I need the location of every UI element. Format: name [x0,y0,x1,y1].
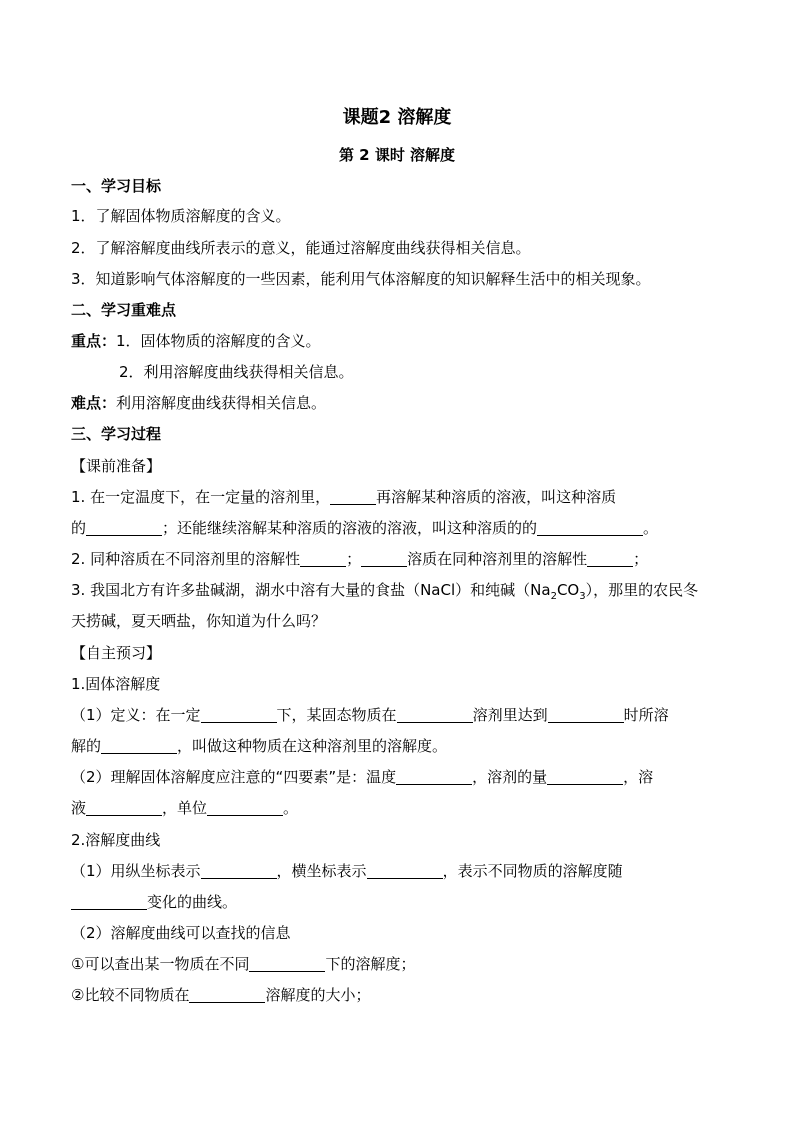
difficulty-line [71,393,734,413]
answer-blank[interactable] [361,551,407,567]
topic-heading-solid-solubility: 1.固体溶解度 [71,675,161,693]
objective-item: 2．了解溶解度曲线所表示的意义，能通过溶解度曲线获得相关信息。 [71,239,531,257]
topic-heading-solubility-curve: 2.溶解度曲线 [71,831,161,849]
answer-blank[interactable] [587,551,633,567]
key-point-item: 1．固体物质的溶解度的含义。 [116,332,321,350]
curve-axes-line: （1）用纵坐标表示 ，横坐标表示 ，表示不同物质的溶解度随 [71,862,623,880]
document-title: 课题2 溶解度 [342,107,452,128]
answer-blank[interactable] [396,769,472,785]
key-point-line [71,331,734,351]
key-point-item: 2．利用溶解度曲线获得相关信息。 [119,363,354,381]
answer-blank[interactable] [330,489,376,505]
section-heading-key-points: 二、学习重难点 [71,301,177,319]
definition-line: （1）定义：在一定 下，某固态物质在 溶剂里达到 时所溶 [71,706,669,724]
answer-blank[interactable] [547,769,623,785]
answer-blank[interactable] [397,707,473,723]
answer-blank[interactable] [201,863,277,879]
curve-info-heading: （2）溶解度曲线可以查找的信息 [71,924,291,942]
objective-item: 3．知道影响气体溶解度的一些因素，能利用气体溶解度的知识解释生活中的相关现象。 [71,270,651,288]
answer-blank[interactable] [367,863,443,879]
difficulty-label: 难点： [71,394,117,412]
answer-blank[interactable] [548,707,624,723]
section-heading-process: 三、学习过程 [71,425,162,443]
curve-axes-line-cont: 变化的曲线。 [71,892,734,912]
answer-blank[interactable] [207,800,283,816]
answer-blank[interactable] [249,956,325,972]
section-heading-objectives: 一、学习目标 [71,177,162,195]
answer-blank[interactable] [537,520,643,536]
subsection-heading-self-study: 【自主预习】 [71,644,162,662]
objective-item: 1．了解固体物质溶解度的含义。 [71,207,291,225]
answer-blank[interactable] [86,800,162,816]
definition-line-cont: 解的 ，叫做这种物质在这种溶剂里的溶解度。 [71,737,448,755]
four-elements-line: （2）理解固体溶解度应注意的“四要素”是：温度 ，溶剂的量 ，溶 [71,768,654,786]
subsection-heading-prep: 【课前准备】 [71,457,162,475]
prep-question-3: 3. 我国北方有许多盐碱湖，湖水中溶有大量的食盐（NaCl）和纯碱$(Na_2CO_3)$，那里的农民冬 [71,581,699,602]
answer-blank[interactable] [300,551,346,567]
answer-blank[interactable] [201,707,277,723]
prep-question-2: 2. 同种溶质在不同溶剂里的溶解性 ； 溶质在同种溶剂里的溶解性 ； [71,550,649,568]
four-elements-line-cont: 液 ，单位 。 [71,799,299,817]
difficulty-text: 利用溶解度曲线获得相关信息。 [116,394,327,412]
document-subtitle: 第 2 课时 溶解度 [338,146,456,164]
prep-question-3-cont: 天捞碱，夏天晒盐，你知道为什么吗？ [71,612,327,630]
answer-blank[interactable] [86,520,162,536]
answer-blank[interactable] [71,894,147,910]
curve-info-item: ①可以查出某一物质在不同 下的溶解度； [71,955,416,973]
key-point-label: 重点： [71,332,117,350]
prep-question-1: 1. 在一定温度下，在一定量的溶剂里， 再溶解某种溶质的溶液，叫这种溶质 [71,488,617,506]
prep-question-1-cont: 的 ；还能继续溶解某种溶质的溶液的溶液，叫这种溶质的的 。 [71,519,659,537]
answer-blank[interactable] [189,987,265,1003]
curve-info-item: ②比较不同物质在 溶解度的大小； [71,986,371,1004]
answer-blank[interactable] [101,738,177,754]
